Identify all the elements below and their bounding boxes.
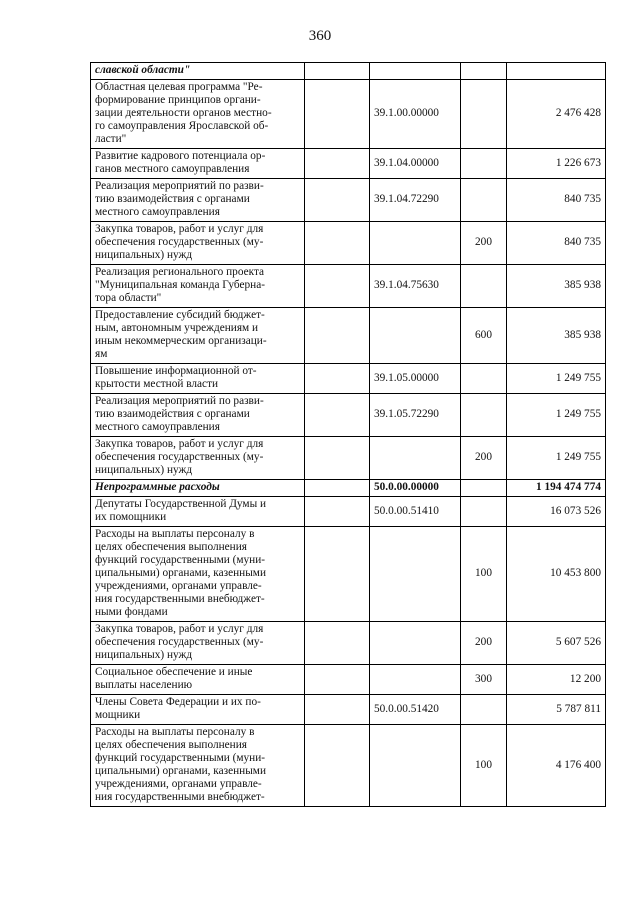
table-row xyxy=(91,497,606,527)
row-name-cell: Реализация мероприятий по разви- тию взаимодействия с органами местного самоуправления xyxy=(91,179,305,222)
row-name-cell: Расходы на выплаты персоналу в целях обеспечения выполнения функций государственными (муни- ципальными) органами, казенными учреждениями, органами управле- ния государственными внебюджет- xyxy=(91,725,305,807)
empty-cell xyxy=(305,222,370,265)
row-group-cell: 100 xyxy=(461,527,507,622)
empty-cell xyxy=(507,63,606,80)
table-row xyxy=(91,80,606,149)
row-amount-cell: 385 938 xyxy=(507,308,606,364)
empty-cell xyxy=(305,725,370,807)
row-name-cell: Закупка товаров, работ и услуг для обеспечения государственных (му- ниципальных) нужд xyxy=(91,622,305,665)
row-amount-cell: 385 938 xyxy=(507,265,606,308)
table-row xyxy=(91,725,606,807)
empty-cell xyxy=(305,265,370,308)
table-row xyxy=(91,480,606,497)
empty-cell xyxy=(305,497,370,527)
table-row xyxy=(91,665,606,695)
empty-cell xyxy=(305,364,370,394)
row-group-cell xyxy=(461,480,507,497)
empty-cell xyxy=(305,695,370,725)
row-name-cell: Члены Совета Федерации и их по- мощники xyxy=(91,695,305,725)
row-code-cell: 39.1.05.72290 xyxy=(370,394,461,437)
table-row xyxy=(91,527,606,622)
row-code-cell: 39.1.05.00000 xyxy=(370,364,461,394)
row-code-cell xyxy=(370,222,461,265)
row-code-cell xyxy=(370,622,461,665)
row-amount-cell: 10 453 800 xyxy=(507,527,606,622)
row-amount-cell: 4 176 400 xyxy=(507,725,606,807)
row-amount-cell: 1 194 474 774 xyxy=(507,480,606,497)
row-amount-cell: 5 607 526 xyxy=(507,622,606,665)
empty-cell xyxy=(461,63,507,80)
row-group-cell: 200 xyxy=(461,622,507,665)
empty-cell xyxy=(370,63,461,80)
empty-cell xyxy=(305,179,370,222)
row-amount-cell: 12 200 xyxy=(507,665,606,695)
continued-header-cell: славской области" xyxy=(91,63,305,80)
row-group-cell xyxy=(461,265,507,308)
row-group-cell xyxy=(461,497,507,527)
row-name-cell: Расходы на выплаты персоналу в целях обеспечения выполнения функций государственными (муни- ципальными) органами, казенными учреждениями, органами управле- ния государственными внебюджет- ными фондами xyxy=(91,527,305,622)
empty-cell xyxy=(305,480,370,497)
row-amount-cell: 840 735 xyxy=(507,179,606,222)
empty-cell xyxy=(305,394,370,437)
row-code-cell xyxy=(370,308,461,364)
row-amount-cell: 16 073 526 xyxy=(507,497,606,527)
table-row xyxy=(91,394,606,437)
row-group-cell: 300 xyxy=(461,665,507,695)
row-group-cell: 200 xyxy=(461,222,507,265)
row-amount-cell: 1 249 755 xyxy=(507,437,606,480)
row-code-cell: 39.1.04.72290 xyxy=(370,179,461,222)
row-code-cell xyxy=(370,437,461,480)
empty-cell xyxy=(305,80,370,149)
row-name-cell: Развитие кадрового потенциала ор- ганов местного самоуправления xyxy=(91,149,305,179)
row-group-cell xyxy=(461,695,507,725)
row-amount-cell: 1 249 755 xyxy=(507,364,606,394)
row-code-cell: 39.1.04.00000 xyxy=(370,149,461,179)
row-code-cell: 39.1.04.75630 xyxy=(370,265,461,308)
table-row xyxy=(91,179,606,222)
row-name-cell: Закупка товаров, работ и услуг для обеспечения государственных (му- ниципальных) нужд xyxy=(91,437,305,480)
row-amount-cell: 840 735 xyxy=(507,222,606,265)
empty-cell xyxy=(305,527,370,622)
row-group-cell: 200 xyxy=(461,437,507,480)
empty-cell xyxy=(305,622,370,665)
row-code-cell: 50.0.00.00000 xyxy=(370,480,461,497)
row-name-cell: Предоставление субсидий бюджет- ным, автономным учреждениям и иным некоммерческим организаци- ям xyxy=(91,308,305,364)
budget-table-body xyxy=(91,63,606,807)
empty-cell xyxy=(305,149,370,179)
row-group-cell xyxy=(461,80,507,149)
row-group-cell xyxy=(461,364,507,394)
row-name-cell: Реализация мероприятий по разви- тию взаимодействия с органами местного самоуправления xyxy=(91,394,305,437)
table-row xyxy=(91,622,606,665)
row-code-cell: 50.0.00.51410 xyxy=(370,497,461,527)
row-name-cell: Закупка товаров, работ и услуг для обеспечения государственных (му- ниципальных) нужд xyxy=(91,222,305,265)
table-row xyxy=(91,695,606,725)
row-group-cell xyxy=(461,394,507,437)
empty-cell xyxy=(305,437,370,480)
row-amount-cell: 2 476 428 xyxy=(507,80,606,149)
row-name-cell: Областная целевая программа "Ре- формирование принципов органи- зации деятельности органов местно- го самоуправления Ярославской об- ласти" xyxy=(91,80,305,149)
table-row xyxy=(91,364,606,394)
page-number: 360 xyxy=(308,28,332,44)
row-name-cell: Непрограммные расходы xyxy=(91,480,305,497)
empty-cell xyxy=(305,665,370,695)
row-amount-cell: 5 787 811 xyxy=(507,695,606,725)
empty-cell xyxy=(305,308,370,364)
row-group-cell: 100 xyxy=(461,725,507,807)
row-name-cell: Повышение информационной от- крытости местной власти xyxy=(91,364,305,394)
budget-table xyxy=(90,62,606,807)
row-group-cell xyxy=(461,149,507,179)
row-code-cell: 50.0.00.51420 xyxy=(370,695,461,725)
row-amount-cell: 1 226 673 xyxy=(507,149,606,179)
row-group-cell: 600 xyxy=(461,308,507,364)
row-name-cell: Депутаты Государственной Думы и их помощники xyxy=(91,497,305,527)
row-code-cell xyxy=(370,527,461,622)
row-code-cell xyxy=(370,665,461,695)
row-group-cell xyxy=(461,179,507,222)
table-row xyxy=(91,149,606,179)
empty-cell xyxy=(305,63,370,80)
table-row xyxy=(91,222,606,265)
table-row xyxy=(91,265,606,308)
row-name-cell: Реализация регионального проекта "Муниципальная команда Губерна- тора области" xyxy=(91,265,305,308)
table-row xyxy=(91,437,606,480)
table-row xyxy=(91,308,606,364)
continued-header-row xyxy=(91,63,606,80)
row-code-cell xyxy=(370,725,461,807)
row-code-cell: 39.1.00.00000 xyxy=(370,80,461,149)
row-name-cell: Социальное обеспечение и иные выплаты населению xyxy=(91,665,305,695)
row-amount-cell: 1 249 755 xyxy=(507,394,606,437)
